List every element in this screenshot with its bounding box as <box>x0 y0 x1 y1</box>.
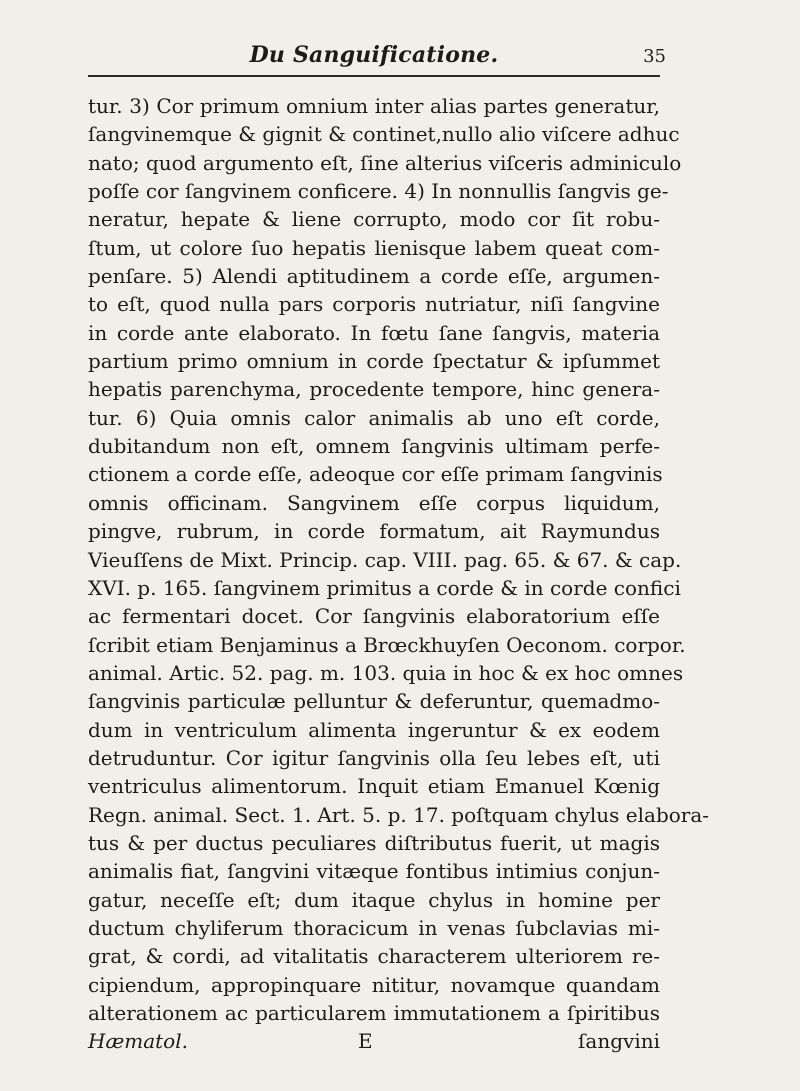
text-line: tur. 6) Quia omnis calor animalis ab uno eſt corde, <box>88 405 660 430</box>
catchline <box>88 1027 660 1055</box>
text-line: penſare. 5) Alendi aptitudinem a corde eſſe, argumen- <box>88 264 660 289</box>
text-line: in corde ante elaborato. In fœtu ſane ſangvis, materia <box>88 320 660 345</box>
text-line: ſangvinis particulæ pelluntur & deferuntur, quemadmo- <box>88 689 660 714</box>
signature-title: Hæmatol. <box>88 1029 188 1054</box>
text-line: dum in ventriculum alimenta ingeruntur & ex eodem <box>88 717 660 742</box>
text-line: detruduntur. Cor igitur ſangvinis olla ſeu lebes eſt, uti <box>88 745 660 770</box>
text-line: neratur, hepate & liene corrupto, modo cor ſit robu- <box>88 207 660 232</box>
text-line: nato; quod argumento eſt, ſine alterius viſceris adminiculo <box>88 150 682 175</box>
text-line: pingve, rubrum, in corde formatum, ait Raymundus <box>88 519 660 544</box>
page-number: 35 <box>643 46 666 67</box>
text-line: omnis officinam. Sangvinem eſſe corpus liquidum, <box>88 490 660 515</box>
text-line: animal. Artic. 52. pag. m. 103. quia in hoc & ex hoc omnes <box>88 660 684 685</box>
text-line: ventriculus alimentorum. Inquit etiam Emanuel Kœnig <box>88 774 660 799</box>
text-line: cipiendum, appropinquare nititur, novamque quandam <box>88 972 660 997</box>
header-rule <box>88 75 660 77</box>
text-line: ctionem a corde eſſe, adeoque cor eſſe primam ſangvinis <box>88 462 663 487</box>
text-line: Vieuſſens de Mixt. Princip. cap. VIII. pag. 65. & 67. & cap. <box>88 547 682 572</box>
text-line: to eſt, quod nulla pars corporis nutriatur, niſi ſangvine <box>88 292 660 317</box>
signature-mark: E <box>358 1029 373 1054</box>
text-line: tus & per ductus peculiares diſtributus fuerit, ut magis <box>88 830 660 855</box>
page-header <box>88 42 666 82</box>
text-line: ac fermentari docet. Cor ſangvinis elaboratorium eſſe <box>88 604 660 629</box>
text-line: Regn. animal. Sect. 1. Art. 5. p. 17. poſtquam chylus elabora- <box>88 802 710 827</box>
text-line: partium primo omnium in corde ſpectatur & ipſummet <box>88 349 660 374</box>
text-line: hepatis parenchyma, procedente tempore, hinc genera- <box>88 377 660 402</box>
text-line: ſtum, ut colore ſuo hepatis lienisque labem queat com- <box>88 235 660 260</box>
catchword: ſangvini <box>578 1029 660 1054</box>
text-line: dubitandum non eſt, omnem ſangvinis ultimam perfe- <box>88 434 660 459</box>
running-title: Du Sanguificatione. <box>249 42 499 68</box>
text-line: grat, & cordi, ad vitalitatis characterem ulteriorem re- <box>88 944 660 969</box>
text-line: alterationem ac particularem immutationem a ſpiritibus <box>88 1001 660 1025</box>
text-line: XVI. p. 165. ſangvinem primitus a corde & in corde confici <box>88 575 681 600</box>
body-text <box>88 92 710 1056</box>
text-line: gatur, neceſſe eſt; dum itaque chylus in homine per <box>88 887 660 912</box>
text-line: animalis fiat, ſangvini vitæque fontibus intimius conjun- <box>88 859 660 884</box>
text-line: tur. 3) Cor primum omnium inter alias partes generatur, <box>88 94 660 118</box>
text-line: poſſe cor ſangvinem conficere. 4) In nonnullis ſangvis ge- <box>88 179 669 204</box>
text-line: ſcribit etiam Benjaminus a Brœckhuyſen Oeconom. corpor. <box>88 632 686 657</box>
text-line: ductum chyliferum thoracicum in venas ſubclavias mi- <box>88 915 660 940</box>
text-line: ſangvinemque & gignit & continet,nullo alio viſcere adhuc <box>88 122 680 147</box>
